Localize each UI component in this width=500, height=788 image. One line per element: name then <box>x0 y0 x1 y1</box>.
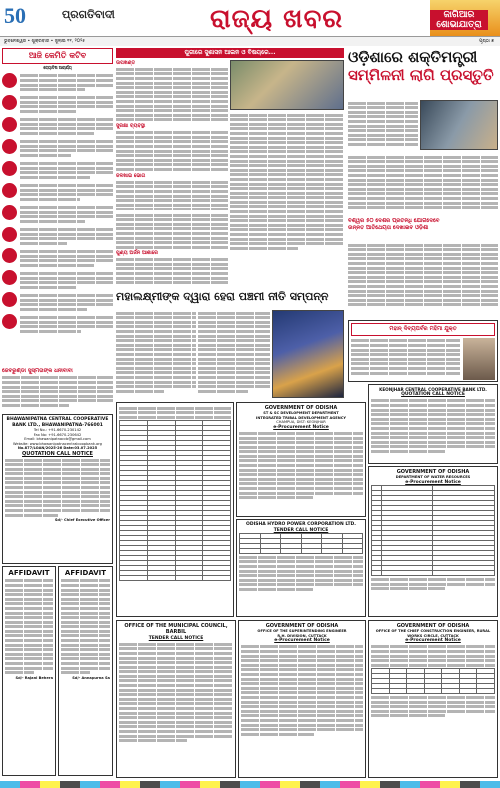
article4-head: ପୁଣ୍ୟ ଅର୍ଜନ ଆଶାରେ <box>116 250 158 257</box>
itda-place: CHAMPUA, DIST: KEONJHAR <box>276 420 326 425</box>
affidavit-ad-1 <box>2 566 56 776</box>
meeting-photo <box>420 100 498 150</box>
coop-reference: No.877/LOAN/2025-26 Date:03.07.2025 <box>17 446 98 451</box>
section-title: ରାଜ୍ୟ ଖବର <box>210 4 344 34</box>
rashi-icon <box>2 139 17 154</box>
rw-gov-title: GOVERNMENT OF ODISHA <box>396 623 470 629</box>
hera-panchami-headline: ମହାଲକ୍ଷ୍ମୀଙ୍କ ଦ୍ୱାରା ହେରା ପଞ୍ଚମୀ ନୀତି ସମ୍ପନ୍ନ <box>116 290 329 303</box>
rw-notice: e-Procurement Notice <box>405 638 461 644</box>
paper-name: ପ୍ରଗତିବାଦୀ <box>62 8 115 21</box>
rashi-icon <box>2 95 17 110</box>
middle-top-banner-text: ପୁରୀରେ ସୁଶାସନ ଆଇନ ଓ ବିଷୟରେ... <box>184 49 276 56</box>
coop-bank-quotation-ad <box>2 414 113 564</box>
coop-bank-name: BHAWANIPATNA CENTRAL COOPERATIVE BANK LTD., BHAWANIPATNA-766001 <box>6 417 109 428</box>
lead-title-2: ସମ୍ମିଳନୀ ଲାଗି ପ୍ରସ୍ତୁତି <box>348 66 494 84</box>
crowd-photo <box>230 60 344 110</box>
keonjhar-title: KEONJHAR CENTRAL COOPERATIVE BANK LTD. <box>379 387 487 392</box>
middle-top-banner <box>116 48 344 58</box>
rural-works-ad <box>368 620 498 778</box>
affidavit-sign-2: Sd/- Annapurna Sa <box>72 675 110 680</box>
temple-night-photo <box>272 310 344 398</box>
left-news-story <box>2 368 113 412</box>
right-feature-box <box>348 320 498 382</box>
lead-body-2 <box>348 154 498 216</box>
horoscope-list <box>2 73 113 335</box>
rh-division: R.H. DIVISION, CUTTACK <box>277 633 327 638</box>
left-news-title: ଜେବରୁଣ୍ଡା ସୁସ୍ମିତାଙ୍କ ଧନୀବାବା <box>2 368 73 374</box>
affidavit-ad-2 <box>58 566 113 776</box>
date-text: ଭୁବନେଶ୍ୱର • ଶୁକ୍ରବାର • ଜୁଲାଇ ୧୧, ୨୦୨୫ <box>4 39 86 44</box>
hera-article-1 <box>116 310 196 400</box>
water-resources-ad <box>368 466 498 617</box>
notice-table <box>119 420 231 581</box>
wr-notice: e-Procurement Notice <box>405 479 461 485</box>
lead-headline <box>348 48 498 100</box>
itda-notice: e-Procurement Notice <box>273 424 329 430</box>
hera-panchami-banner <box>116 290 344 308</box>
lead-sub-2: ଉନ୍ନତ ଆତିଥେୟତା ଦେଖାଇବ ଓଡ଼ିଶା <box>348 224 429 231</box>
lead-body-3 <box>348 242 498 317</box>
rath-label-2: ଶୋଭାଯାତ୍ରା <box>436 20 482 30</box>
wr-gov-title: GOVERNMENT OF ODISHA <box>396 469 470 475</box>
middle-article-column-1 <box>116 60 228 210</box>
coop-email: Email: bhawanipatnaccb@gmail.com <box>24 437 91 442</box>
lead-sub-1: ବିଶ୍ୱର ୫୦ ଦେଶର ପ୍ରତିନିଧି ଯୋଗଦେବେ <box>348 218 440 224</box>
rashi-icon <box>2 314 17 329</box>
middle-article-column-3 <box>116 212 228 287</box>
article3-head: ଜଳଖାଇ ଭୋଗ <box>116 172 146 179</box>
horoscope-subtitle: ଜ୍ୟୋତିଷ ଆଚାର୍ଯ୍ୟ <box>43 65 72 70</box>
article1-head: ଉପଖଣ୍ଡ <box>116 60 136 66</box>
ohpc-tender-ad <box>236 519 366 617</box>
rashi-icon <box>2 270 17 285</box>
barbil-municipal-ad <box>116 620 236 778</box>
itda-agency: INTEGRATED TRIBAL DEVELOPMENT AGENCY <box>256 415 346 420</box>
coop-notice-title: QUOTATION CALL NOTICE <box>22 450 93 457</box>
anniversary-number: 50 <box>4 3 26 28</box>
lead-title-1: ଓଡ଼ିଶାରେ ଶକ୍ତିମନ୍ତ୍ରୀ <box>348 48 478 66</box>
rh-gov-title: GOVERNMENT OF ODISHA <box>265 623 339 629</box>
affidavit-title-2: AFFIDAVIT <box>64 569 107 577</box>
wr-table <box>371 485 495 576</box>
horoscope-title: ଆଜି କେମିତି କଟିବ <box>2 48 113 64</box>
notice-table-ad <box>116 402 234 617</box>
itda-dept: ST & SC DEVELOPMENT DEPARTMENT <box>263 411 339 416</box>
rashi-icon <box>2 183 17 198</box>
coop-website: Website: www.bhawanipatnacentralcoopbank.org <box>13 441 102 446</box>
rashi-icon <box>2 117 17 132</box>
rashi-icon <box>2 161 17 176</box>
rath-label-1: ଜାଗିଆର <box>443 10 475 20</box>
itda-champua-ad <box>236 402 366 517</box>
anniversary-logo <box>4 3 62 27</box>
wr-dept: DEPARTMENT OF WATER RESOURCES <box>395 475 471 480</box>
coop-fax: Fax No: +91-6670-230642 <box>33 432 82 437</box>
middle-article-column-2 <box>230 112 344 262</box>
coop-sign: Sd/- Chief Executive Officer <box>54 518 110 523</box>
coop-tel: Tel No.: +91-6670-230142 <box>33 428 82 433</box>
page-number: ପୃଷ୍ଠା ୭ <box>479 39 494 44</box>
itda-gov-title: GOVERNMENT OF ODISHA <box>264 405 338 411</box>
rashi-icon <box>2 205 17 220</box>
hera-article-2 <box>198 310 270 400</box>
rh-office: OFFICE OF THE SUPERINTENDING ENGINEER <box>257 629 347 634</box>
color-registration-strip <box>0 781 500 788</box>
rashi-icon <box>2 227 17 242</box>
keonjhar-call: QUOTATION CALL NOTICE <box>401 392 465 398</box>
ohpc-notice: TENDER CALL NOTICE <box>273 527 329 533</box>
rath-yatra-label <box>430 10 488 30</box>
rh-division-ad <box>238 620 366 778</box>
affidavit-title-1: AFFIDAVIT <box>8 569 50 577</box>
right-box-title: ମହାନ୍ ଦିବ୍ୟପର୍ବର ମହିମା ଯୁକ୍ତ <box>351 323 495 336</box>
keonjhar-ccb-ad <box>368 384 498 464</box>
affidavit-sign-1: Sd/- Rajani Behera <box>15 675 53 680</box>
barbil-title: OFFICE OF THE MUNICIPAL COUNCIL, BARBIL <box>124 623 228 636</box>
rh-notice: e-Procurement Notice <box>274 638 330 644</box>
ohpc-table <box>239 533 363 554</box>
ohpc-title: ODISHA HYDRO POWER CORPORATION LTD. <box>246 522 356 527</box>
barbil-notice: TENDER CALL NOTICE <box>148 635 204 641</box>
article2-head: ସୁରକ୍ଷା ବ୍ୟବସ୍ଥା <box>116 123 146 130</box>
rw-table <box>371 668 495 694</box>
masthead <box>0 0 500 46</box>
rashi-icon <box>2 292 17 307</box>
rashi-icon <box>2 73 17 88</box>
portrait-photo <box>463 338 495 380</box>
horoscope-column <box>2 48 113 366</box>
dateline <box>0 36 500 46</box>
rw-office: OFFICE OF THE CHIEF CONSTRUCTION ENGINEER, RURAL WORKS CIRCLE, CUTTACK <box>375 629 491 638</box>
rashi-icon <box>2 248 17 263</box>
lead-body-1 <box>348 100 418 152</box>
lead-subheads <box>348 218 498 240</box>
